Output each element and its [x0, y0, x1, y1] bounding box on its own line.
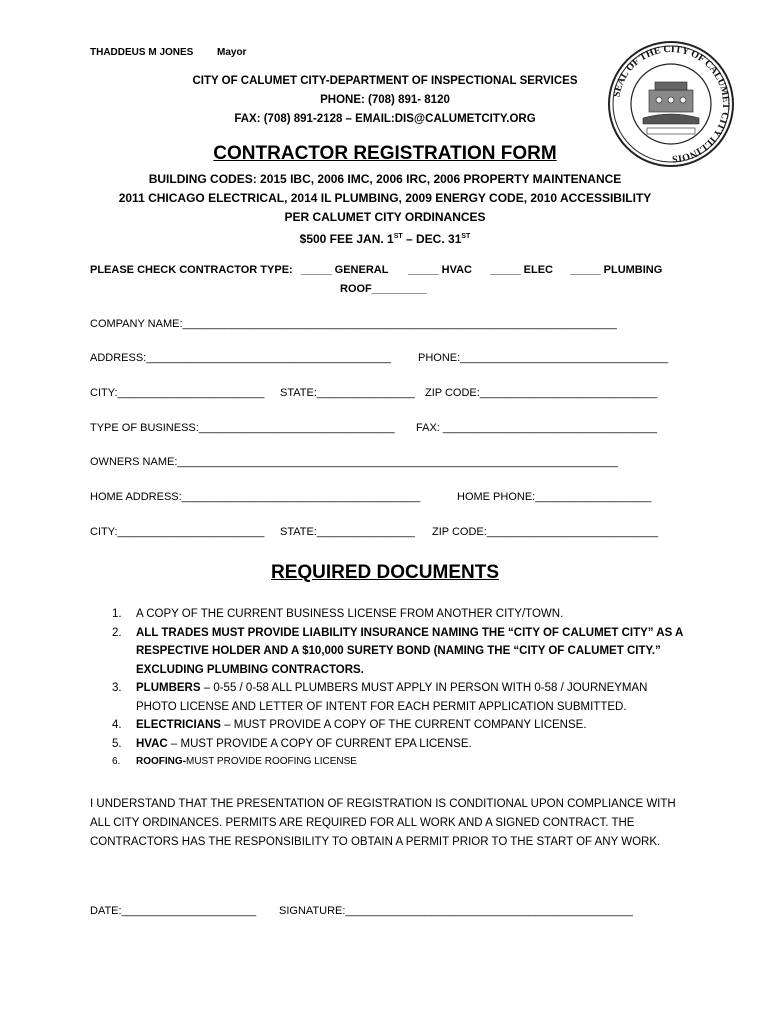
- item-number: 6.: [112, 756, 121, 767]
- business-type-field[interactable]: TYPE OF BUSINESS:________________________________: [90, 422, 395, 434]
- address-field[interactable]: ADDRESS:________________________________________: [90, 352, 391, 364]
- fax-field[interactable]: FAX: ___________________________________: [416, 422, 658, 434]
- type-general-checkbox[interactable]: _____ GENERAL: [301, 264, 389, 276]
- home-address-field[interactable]: HOME ADDRESS:_______________________________________: [90, 491, 421, 503]
- fee-sup-2: ST: [461, 233, 471, 240]
- fee-line: [0, 227, 770, 249]
- state2-field[interactable]: STATE:________________: [280, 526, 415, 538]
- signature-field[interactable]: SIGNATURE:_______________________________________________: [279, 905, 633, 917]
- phone-field[interactable]: PHONE:__________________________________: [418, 352, 669, 364]
- item-text: – 0-55 / 0-58 ALL PLUMBERS MUST APPLY IN PERSON WITH 0-58 / JOURNEYMAN PHOTO LICENSE AND LETTER OF INTENT FOR EACH PERMIT APPLICATION SUBMITTED.: [136, 682, 648, 713]
- zip2-field[interactable]: ZIP CODE:____________________________: [432, 526, 659, 538]
- list-item: [90, 605, 690, 624]
- contractor-type-label: PLEASE CHECK CONTRACTOR TYPE:: [90, 264, 293, 276]
- department-phone: PHONE: (708) 891- 8120: [320, 94, 450, 106]
- item-bold: ELECTRICIANS: [136, 719, 221, 731]
- item-text: – MUST PROVIDE A COPY OF CURRENT EPA LICENSE.: [167, 737, 472, 750]
- type-plumbing-checkbox[interactable]: _____ PLUMBING: [570, 264, 663, 276]
- item-number: 2.: [112, 626, 122, 639]
- list-item: [90, 735, 690, 754]
- type-hvac-checkbox[interactable]: _____ HVAC: [408, 264, 472, 276]
- item-number: 5.: [112, 737, 122, 750]
- required-documents-list: [90, 605, 690, 772]
- codes-line-3: PER CALUMET CITY ORDINANCES: [284, 210, 486, 224]
- codes-line-1: BUILDING CODES: 2015 IBC, 2006 IMC, 2006 IRC, 2006 PROPERTY MAINTENANCE: [148, 172, 622, 186]
- state-field[interactable]: STATE:________________: [280, 387, 415, 399]
- department-fax-email: FAX: (708) 891-2128 – EMAIL:DIS@CALUMETCITY.ORG: [234, 113, 536, 125]
- mayor-title: Mayor: [217, 47, 247, 58]
- acknowledgement-statement: I UNDERSTAND THAT THE PRESENTATION OF REGISTRATION IS CONDITIONAL UPON COMPLIANCE WITH ALL CITY ORDINANCES. PERMITS ARE REQUIRED FOR ALL WORK AND A SIGNED CONTRACT. THE CONTRACTORS HAS THE RESPONSIBILITY TO OBTAIN A PERMIT PRIOR TO THE START OF ANY WORK.: [90, 798, 676, 848]
- item-text: MUST PROVIDE ROOFING LICENSE: [186, 756, 357, 767]
- codes-line-2: 2011 CHICAGO ELECTRICAL, 2014 IL PLUMBING, 2009 ENERGY CODE, 2010 ACCESSIBILITY: [118, 191, 652, 205]
- building-codes-block: [0, 170, 770, 249]
- fee-text-b: – DEC. 31: [402, 232, 462, 246]
- date-field[interactable]: DATE:______________________: [90, 905, 257, 917]
- item-bold: PLUMBERS: [136, 682, 201, 694]
- list-item: [90, 679, 690, 716]
- company-name-field[interactable]: COMPANY NAME:_______________________________________________________________________: [90, 318, 617, 330]
- type-elec-checkbox[interactable]: _____ ELEC: [490, 264, 553, 276]
- fee-sup-1: ST: [393, 233, 403, 240]
- item-bold: ALL TRADES MUST PROVIDE LIABILITY INSURANCE NAMING THE “CITY OF CALUMET CITY” AS A RESPECTIVE HOLDER AND A $10,000 SURETY BOND (NAMING THE “CITY OF CALUMET CITY.” EXCLUDING PLUMBING CONTRACTORS.: [136, 626, 683, 676]
- item-bold: HVAC: [136, 737, 168, 750]
- fee-text-a: $500 FEE JAN. 1: [299, 232, 394, 246]
- owners-name-field[interactable]: OWNERS NAME:________________________________________________________________________: [90, 456, 618, 468]
- item-text: A COPY OF THE CURRENT BUSINESS LICENSE FROM ANOTHER CITY/TOWN.: [136, 608, 564, 620]
- required-documents-title: REQUIRED DOCUMENTS: [270, 562, 499, 583]
- item-number: 3.: [112, 682, 122, 694]
- mayor-name: THADDEUS M JONES: [90, 47, 194, 58]
- item-number: 1.: [112, 608, 122, 620]
- item-bold: ROOFING-: [136, 756, 186, 767]
- list-item: [90, 753, 690, 772]
- city2-field[interactable]: CITY:________________________: [90, 526, 265, 538]
- department-name: CITY OF CALUMET CITY-DEPARTMENT OF INSPECTIONAL SERVICES: [192, 75, 578, 87]
- home-phone-field[interactable]: HOME PHONE:___________________: [457, 491, 652, 503]
- zip-field[interactable]: ZIP CODE:_____________________________: [425, 387, 658, 399]
- list-item: [90, 716, 690, 735]
- item-text: – MUST PROVIDE A COPY OF THE CURRENT COMPANY LICENSE.: [220, 719, 587, 731]
- list-item: [90, 624, 690, 680]
- seal-ring-text: SEAL OF THE CITY OF CALUMET CITY ILLINOIS: [611, 43, 732, 165]
- item-number: 4.: [112, 719, 122, 731]
- form-title: CONTRACTOR REGISTRATION FORM: [213, 143, 557, 164]
- type-roof-checkbox[interactable]: ROOF_________: [340, 283, 427, 295]
- city-field[interactable]: CITY:________________________: [90, 387, 265, 399]
